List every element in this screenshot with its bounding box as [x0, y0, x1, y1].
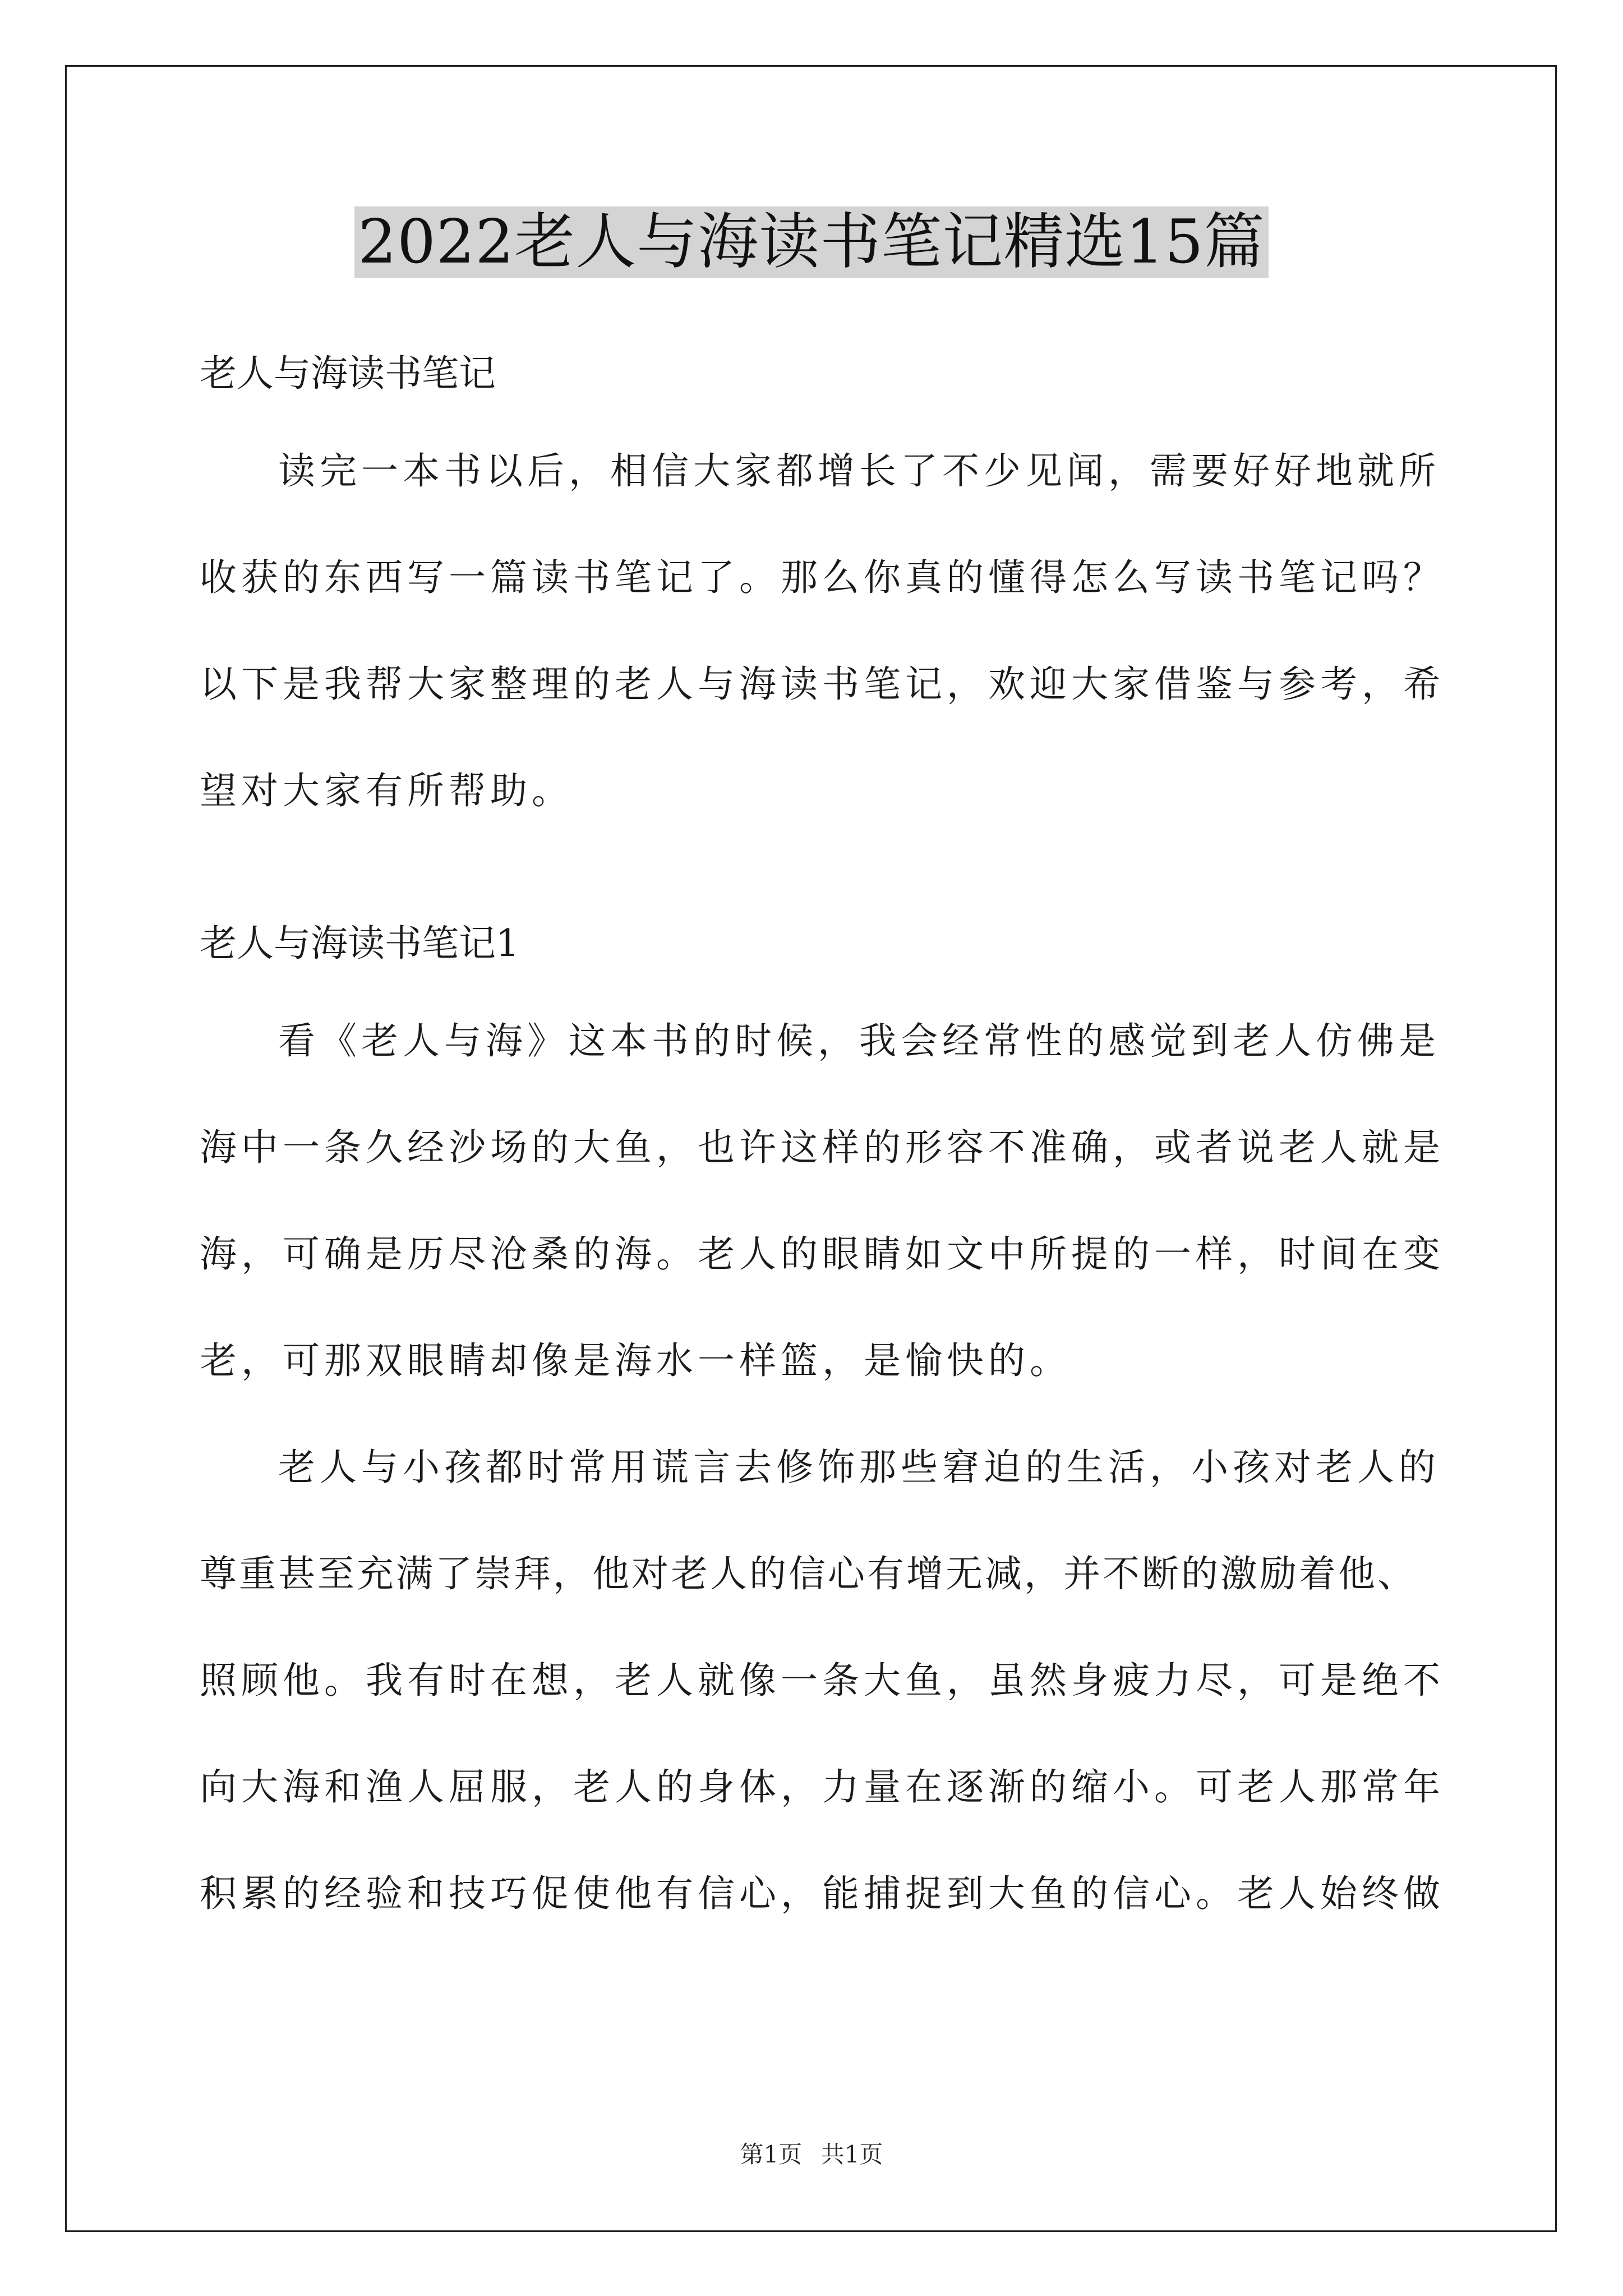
- text-line: 海，可确是历尽沧桑的海。老人的眼睛如文中所提的一样，时间在变: [200, 1232, 1445, 1276]
- text-line: 尊重甚至充满了崇拜，他对老人的信心有增无减，并不断的激励着他、: [200, 1552, 1417, 1595]
- intro-heading: 老人与海读书笔记: [200, 352, 496, 395]
- text-line: 以下是我帮大家整理的老人与海读书笔记，欢迎大家借鉴与参考，希: [200, 662, 1445, 706]
- document-body: [200, 347, 1467, 1973]
- section1-paragraph-1: [200, 1014, 1467, 1388]
- page-footer: [0, 2141, 1623, 2169]
- text-line: 读完一本书以后，相信大家都增长了不少见闻，需要好好地就所: [278, 449, 1440, 493]
- text-line: 望对大家有所帮助。: [200, 769, 573, 812]
- text-line: 向大海和渔人屈服，老人的身体，力量在逐渐的缩小。可老人那常年: [200, 1765, 1445, 1809]
- text-line: 看《老人与海》这本书的时候，我会经常性的感觉到老人仿佛是: [278, 1019, 1440, 1062]
- page-number: 第1页: [740, 2141, 803, 2168]
- text-line: 积累的经验和技巧促使他有信心，能捕捉到大鱼的信心。老人始终做: [200, 1872, 1445, 1915]
- section1-heading: 老人与海读书笔记1: [200, 922, 519, 965]
- section1-paragraph-2: [200, 1441, 1467, 1921]
- text-line: 收获的东西写一篇读书笔记了。那么你真的懂得怎么写读书笔记吗？: [200, 556, 1445, 599]
- page-total: 共1页: [820, 2141, 883, 2168]
- text-line: 老，可那双眼睛却像是海水一样篮，是愉快的。: [200, 1339, 1071, 1382]
- document-title: 2022老人与海读书笔记精选15篇: [354, 206, 1268, 278]
- text-line: 照顾他。我有时在想，老人就像一条大鱼，虽然身疲力尽，可是绝不: [200, 1659, 1445, 1702]
- title-container: [0, 206, 1623, 278]
- text-line: 海中一条久经沙场的大鱼，也许这样的形容不准确，或者说老人就是: [200, 1126, 1445, 1169]
- text-line: 老人与小孩都时常用谎言去修饰那些窘迫的生活，小孩对老人的: [278, 1446, 1440, 1489]
- intro-paragraph: [200, 444, 1467, 818]
